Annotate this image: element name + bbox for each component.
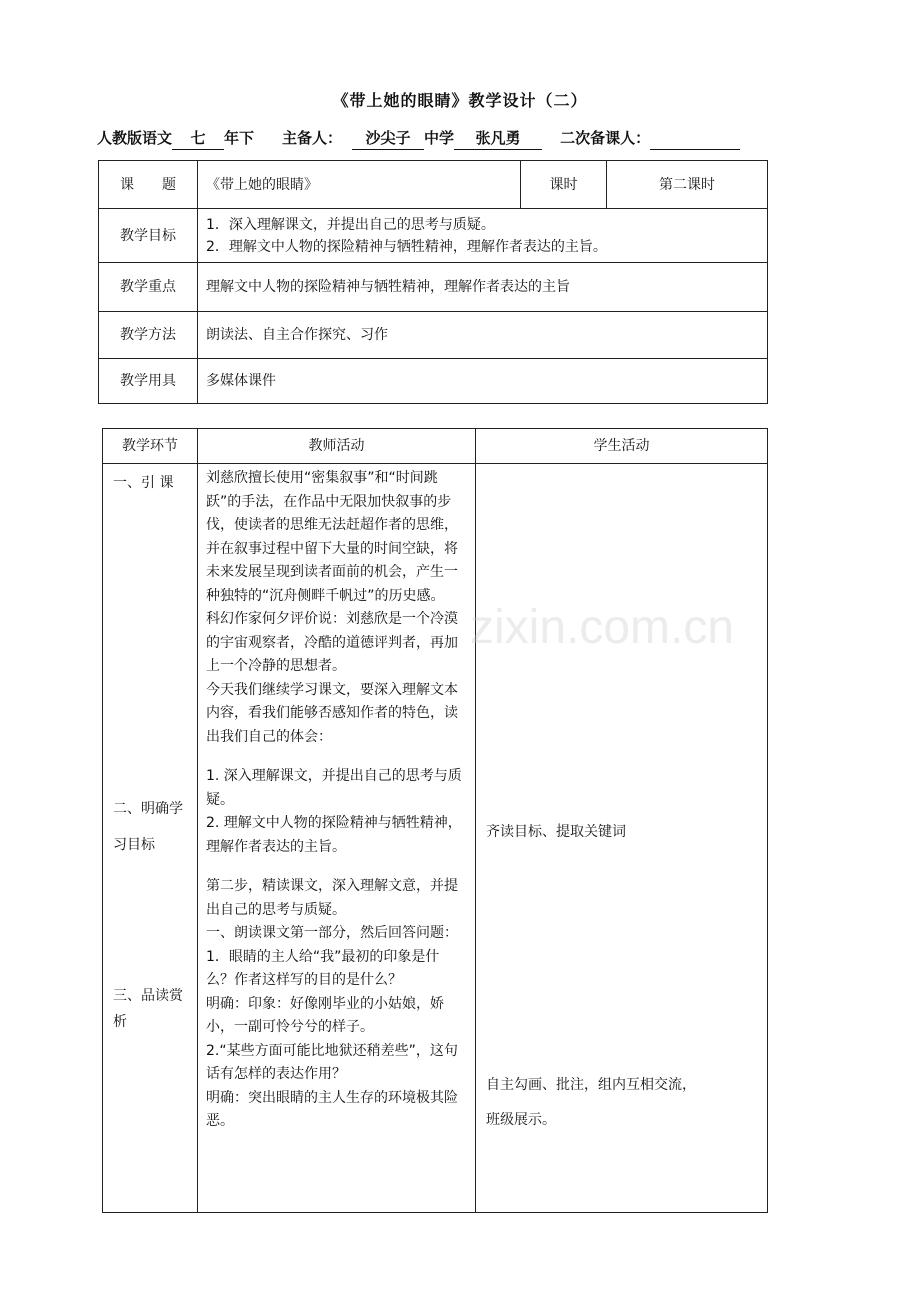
topic-row: [99, 161, 768, 209]
process-header-row: [103, 429, 768, 464]
teacher-para: 第二步，精读课文，深入理解文意，并提出自己的思考与质疑。: [206, 878, 458, 918]
teacher-activity-cell: [198, 464, 476, 1213]
teacher-para: 2. 理解文中人物的探险精神与牺牲精神，理解作者表达的主旨。: [206, 815, 462, 855]
tools-value: 多媒体课件: [198, 359, 768, 404]
goal-item: 1．深入理解课文，并提出自己的思考与质疑。: [206, 216, 495, 233]
period-label: 课时: [521, 161, 607, 209]
tools-row: [99, 359, 768, 404]
course-info-row: [97, 127, 740, 150]
topic-label: 课 题: [99, 161, 198, 209]
method-row: [99, 312, 768, 359]
focus-row: [99, 263, 768, 312]
method-label: 教学方法: [99, 312, 198, 359]
preparer-name-field: 张凡勇: [454, 127, 542, 150]
focus-label: 教学重点: [99, 263, 198, 312]
second-preparer-field: [650, 130, 740, 150]
watermark: zixin.com.cn: [470, 601, 735, 654]
second-preparer-label: 二次备课人：: [560, 129, 651, 147]
teacher-para: 刘慈欣擅长使用“密集叙事”和“时间跳跃”的手法，在作品中无限加快叙事的步伐，使读者的思维无法赶超作者的思维，并在叙事过程中留下大量的时间空缺，将未来发展呈现到读者面前的机会，产生一种独特的“沉舟侧畔千帆过”的历史感。: [206, 470, 458, 604]
student-activity-cell: [476, 464, 768, 1213]
page-title: 《带上她的眼睛》教学设计（二）: [332, 91, 588, 110]
subject-prefix: 人教版语文: [97, 129, 173, 147]
student-activity: 班级展示。: [486, 1112, 556, 1128]
teacher-para: 今天我们继续学习课文，要深入理解文本内容，看我们能够否感知作者的特色，读出我们自己的体会：: [206, 681, 458, 745]
goals-cell: [198, 209, 768, 263]
topic-value: 《带上她的眼睛》: [198, 161, 521, 209]
period-value: 第二课时: [607, 161, 768, 209]
header-student: 学生活动: [476, 429, 768, 464]
teacher-para: 一、朗读课文第一部分，然后回答问题：: [206, 925, 458, 941]
preparer-label: 主备人：: [282, 129, 343, 147]
header-teacher: 教师活动: [198, 429, 476, 464]
method-value: 朗读法、自主合作探究、习作: [198, 312, 768, 359]
header-stage: 教学环节: [103, 429, 198, 464]
stage-reading-line1: 三、品读赏: [113, 988, 183, 1004]
goal-item: 2．理解文中人物的探险精神与牺牲精神，理解作者表达的主旨。: [206, 238, 607, 255]
student-activity: 齐读目标、提取关键词: [486, 824, 626, 840]
stage-reading-line2: 析: [113, 1014, 127, 1030]
term: 年下: [224, 129, 255, 147]
process-table: [102, 428, 768, 1213]
stage-intro: 一、引 课: [113, 475, 174, 491]
stage-cell: [103, 464, 198, 1213]
grade-field: 七: [172, 127, 224, 150]
teacher-para: 科幻作家何夕评价说：刘慈欣是一个冷漠的宇宙观察者，冷酷的道德评判者，再加上一个冷静的思想者。: [206, 611, 458, 674]
tools-label: 教学用具: [99, 359, 198, 404]
school-field: 沙尖子: [352, 127, 424, 150]
teacher-para: 明确：突出眼睛的主人生存的环境极其险恶。: [206, 1089, 458, 1129]
overview-table: [98, 160, 768, 404]
school-suffix: 中学: [424, 129, 455, 147]
goals-label: 教学目标: [99, 209, 198, 263]
stage-goals-line1: 二、明确学: [113, 801, 183, 817]
stage-goals-line2: 习目标: [113, 837, 155, 853]
goals-row: [99, 209, 768, 263]
process-body-row: [103, 464, 768, 1213]
teacher-para: 2.“某些方面可能比地狱还稍差些”，这句话有怎样的表达作用？: [206, 1042, 458, 1082]
teacher-para: 1. 深入理解课文，并提出自己的思考与质疑。: [206, 768, 462, 808]
focus-value: 理解文中人物的探险精神与牺牲精神，理解作者表达的主旨: [198, 263, 768, 312]
teacher-para: 1．眼睛的主人给“我”最初的印象是什么？作者这样写的目的是什么？: [206, 948, 440, 988]
teacher-para: 明确：印象：好像刚毕业的小姑娘，娇小，一副可怜兮兮的样子。: [206, 995, 444, 1035]
student-activity: 自主勾画、批注，组内互相交流，: [486, 1077, 696, 1093]
